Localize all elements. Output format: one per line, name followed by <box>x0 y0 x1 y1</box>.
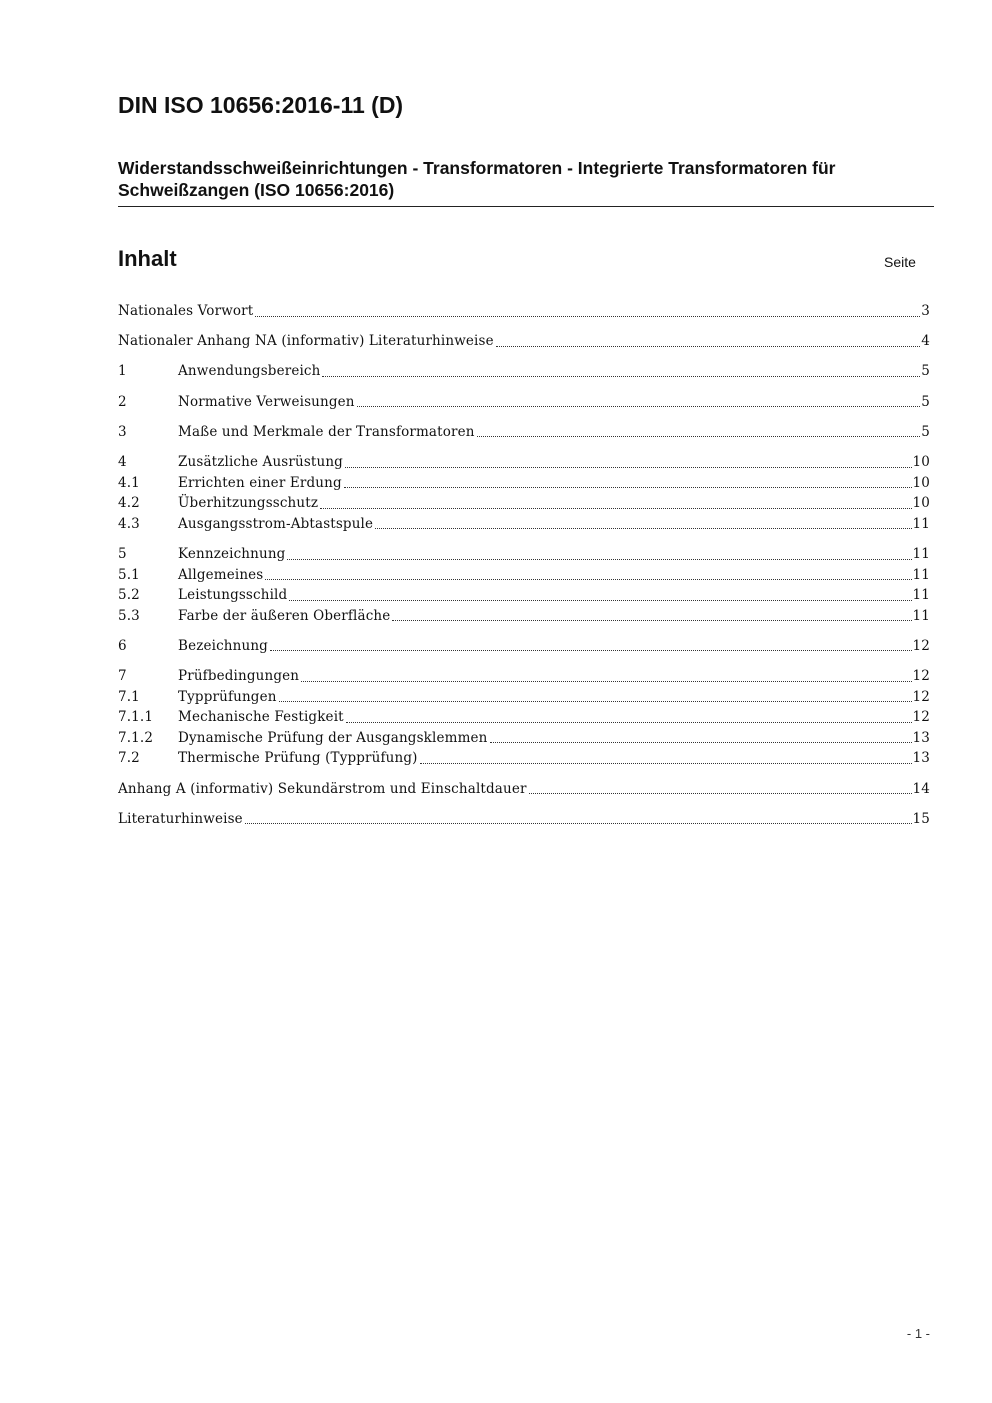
toc-entry-number: 7.2 <box>118 750 140 767</box>
title-divider <box>118 206 934 207</box>
toc-entry-title: Typprüfungen <box>178 688 277 705</box>
toc-entry-5-2[interactable] <box>118 585 930 606</box>
dot-leader <box>265 579 911 580</box>
toc-entry-title: Normative Verweisungen <box>178 393 355 410</box>
toc-entry-page: 11 <box>912 607 930 624</box>
toc-entry-title: Anwendungsbereich <box>178 363 321 380</box>
toc-entry-number: 4 <box>118 453 127 470</box>
toc-entry-page: 12 <box>912 709 930 726</box>
toc-entry-7[interactable] <box>118 666 930 687</box>
toc-entry-page: 11 <box>912 587 930 604</box>
toc-entry-number: 2 <box>118 393 127 410</box>
dot-leader <box>344 487 912 488</box>
dot-leader <box>245 823 912 824</box>
dot-leader <box>392 620 911 621</box>
toc-entry-anhang-a[interactable] <box>118 779 930 800</box>
toc-entry-7-1[interactable] <box>118 687 930 708</box>
toc-entry-title: Nationaler Anhang NA (informativ) Literaturhinweise <box>118 333 494 350</box>
toc-entry-number: 5.3 <box>118 607 140 624</box>
dot-leader <box>375 528 911 529</box>
toc-entry-number: 4.2 <box>118 495 140 512</box>
toc-entry-1[interactable] <box>118 361 930 382</box>
toc-entry-page: 11 <box>912 545 930 562</box>
toc-entry-number: 6 <box>118 637 127 654</box>
dot-leader <box>255 316 920 317</box>
toc-entry-number: 4.1 <box>118 474 140 491</box>
toc-entry-page: 12 <box>912 688 930 705</box>
dot-leader <box>301 681 911 682</box>
dot-leader <box>322 376 920 377</box>
toc-entry-page: 12 <box>912 668 930 685</box>
toc-entry-page: 4 <box>921 333 930 350</box>
toc-entry-title: Überhitzungsschutz <box>178 495 319 512</box>
toc-entry-title: Prüfbedingungen <box>178 668 300 685</box>
toc-entry-page: 13 <box>912 750 930 767</box>
toc-entry-title: Kennzeichnung <box>178 545 286 562</box>
toc-entry-number: 5 <box>118 545 127 562</box>
toc-entry-page: 13 <box>912 729 930 746</box>
toc-entry-4-3[interactable] <box>118 514 930 535</box>
toc-entry-number: 7.1.1 <box>118 709 154 726</box>
toc-entry-7-1-1[interactable] <box>118 707 930 728</box>
toc-entry-title: Dynamische Prüfung der Ausgangsklemmen <box>178 729 488 746</box>
dot-leader <box>420 763 912 764</box>
dot-leader <box>270 650 912 651</box>
dot-leader <box>490 742 912 743</box>
toc-entry-title: Bezeichnung <box>178 637 268 654</box>
toc-entry-7-2[interactable] <box>118 748 930 769</box>
toc-entry-4-2[interactable] <box>118 493 930 514</box>
toc-entry-5[interactable] <box>118 544 930 565</box>
page-column-label: Seite <box>884 254 916 270</box>
toc-entry-number: 1 <box>118 363 127 380</box>
toc-entry-number: 7.1.2 <box>118 729 154 746</box>
toc-entry-5-1[interactable] <box>118 565 930 586</box>
dot-leader <box>529 793 912 794</box>
toc-entry-number: 5.1 <box>118 566 140 583</box>
toc-entry-5-3[interactable] <box>118 606 930 627</box>
toc-entry-page: 10 <box>912 495 930 512</box>
toc-entry-title: Allgemeines <box>178 566 264 583</box>
toc-entry-number: 3 <box>118 423 127 440</box>
dot-leader <box>477 436 921 437</box>
dot-leader <box>346 722 912 723</box>
toc-entry-title: Thermische Prüfung (Typprüfung) <box>178 750 418 767</box>
toc-entry-6[interactable] <box>118 636 930 657</box>
toc-entry-title: Zusätzliche Ausrüstung <box>178 453 343 470</box>
toc-heading: Inhalt <box>118 246 177 271</box>
toc-entry-nationaler-anhang[interactable] <box>118 331 930 352</box>
toc-entry-title: Leistungsschild <box>178 587 288 604</box>
toc-entry-page: 14 <box>912 780 930 797</box>
toc-entry-title: Maße und Merkmale der Transformatoren <box>178 423 475 440</box>
toc-entry-page: 11 <box>912 566 930 583</box>
toc-entry-title: Nationales Vorwort <box>118 303 254 319</box>
toc-entry-page: 5 <box>921 363 930 380</box>
toc-entry-literaturhinweise[interactable] <box>118 809 930 830</box>
dot-leader <box>357 406 921 407</box>
toc-entry-page: 5 <box>921 423 930 440</box>
dot-leader <box>345 467 912 468</box>
toc-entry-page: 15 <box>912 810 930 827</box>
toc-entry-nationales-vorwort[interactable] <box>118 301 930 322</box>
toc-entry-4-1[interactable] <box>118 473 930 494</box>
toc-entry-title: Errichten einer Erdung <box>178 474 342 491</box>
dot-leader <box>287 559 911 560</box>
dot-leader <box>289 600 911 601</box>
toc-entry-2[interactable] <box>118 392 930 413</box>
toc-entry-page: 10 <box>912 474 930 491</box>
table-of-contents <box>118 301 930 829</box>
dot-leader <box>496 346 921 347</box>
toc-entry-page: 12 <box>912 637 930 654</box>
page-number: - 1 - <box>906 1326 930 1341</box>
toc-entry-number: 4.3 <box>118 515 140 532</box>
toc-entry-number: 7.1 <box>118 688 140 705</box>
toc-entry-page: 11 <box>912 515 930 532</box>
toc-entry-page: 3 <box>921 303 930 319</box>
toc-entry-4[interactable] <box>118 452 930 473</box>
toc-entry-7-1-2[interactable] <box>118 728 930 749</box>
toc-entry-title: Mechanische Festigkeit <box>178 709 344 726</box>
toc-entry-number: 7 <box>118 668 127 685</box>
toc-entry-title: Literaturhinweise <box>118 810 243 827</box>
toc-entry-title: Ausgangsstrom-Abtastspule <box>178 515 374 532</box>
dot-leader <box>279 701 912 702</box>
toc-entry-number: 5.2 <box>118 587 140 604</box>
toc-entry-page: 10 <box>912 453 930 470</box>
toc-entry-title: Farbe der äußeren Oberfläche <box>178 607 391 624</box>
toc-entry-3[interactable] <box>118 422 930 443</box>
toc-entry-page: 5 <box>921 393 930 410</box>
toc-entry-title: Anhang A (informativ) Sekundärstrom und Einschaltdauer <box>118 780 527 797</box>
document-id: DIN ISO 10656:2016-11 (D) <box>118 92 404 118</box>
dot-leader <box>320 508 911 509</box>
document-subtitle: Widerstandsschweißeinrichtungen - Transformatoren - Integrierte Transformatoren für Schweißzangen (ISO 10656:2016) <box>118 158 836 200</box>
